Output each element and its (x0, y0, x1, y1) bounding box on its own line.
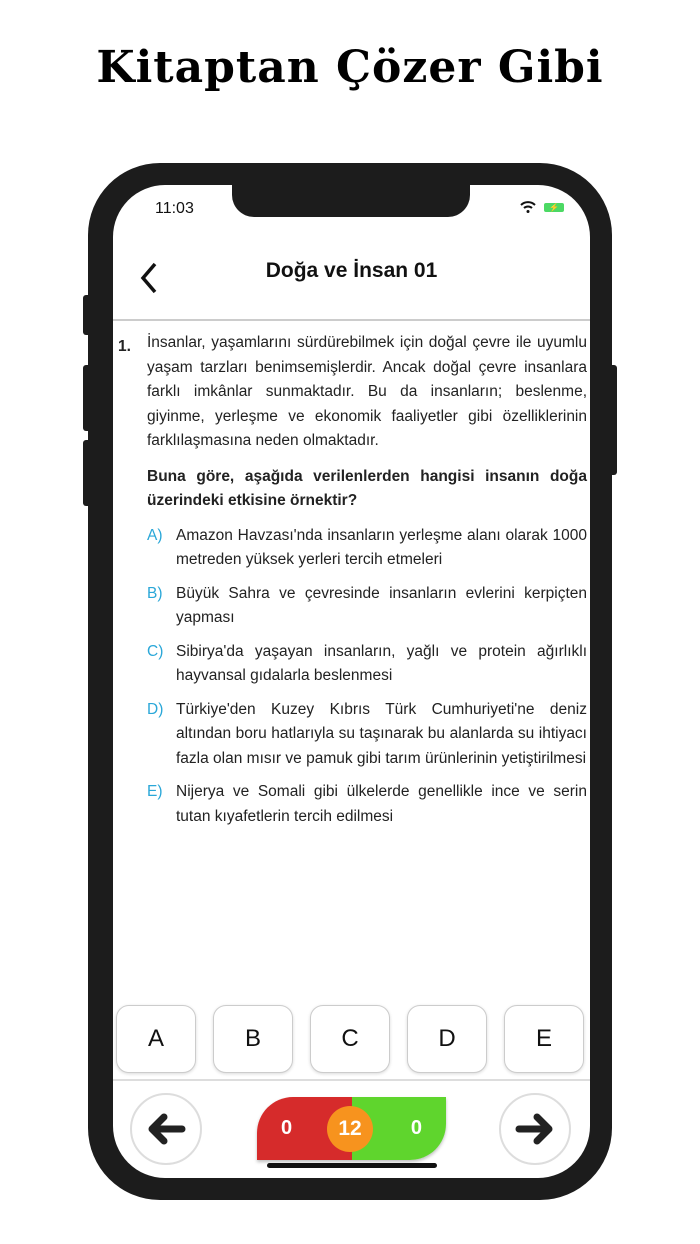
answer-button-d[interactable]: D (407, 1005, 487, 1073)
question-text: İnsanlar, yaşamlarını sürdürebilmek için doğal çevre ile uyumlu yaşam tarzları benimsemişlerdir. Ancak doğal çevre insanlara farklı imkânlar sunmaktadır. Bu da insanların; beslenme, giyinme, yerleşme ve ekonomik faaliyetler gibi özelliklerinin farklılaşmasına neden olmaktadır. (147, 334, 587, 449)
option-letter: E) (147, 783, 163, 800)
wrong-count: 0 (257, 1097, 352, 1160)
answer-button-a[interactable]: A (116, 1005, 196, 1073)
correct-count: 0 (352, 1097, 447, 1160)
option-e (147, 780, 587, 829)
next-question-button[interactable] (499, 1093, 571, 1165)
option-text: Türkiye'den Kuzey Kıbrıs Türk Cumhuriyeti'ne deniz altından boru hatlarıyla su taşınarak bu alanlarda su ihtiyacı fazla olan mısır ve pamuk gibi tarım ürünlerinin yetiştirilmesi (176, 700, 587, 767)
answer-buttons (116, 1005, 584, 1073)
answer-button-b[interactable]: B (213, 1005, 293, 1073)
wifi-icon (520, 201, 536, 213)
option-b (147, 582, 587, 631)
footer-divider (113, 1079, 590, 1081)
promo-headline: Kitaptan Çözer Gibi (96, 42, 604, 93)
option-text: Amazon Havzası'nda insanların yerleşme alanı olarak 1000 metreden yüksek yerleri tercih etmeleri (176, 526, 587, 568)
option-text: Sibirya'da yaşayan insanların, yağlı ve protein ağırlıklı hayvansal gıdalarla beslenmesi (176, 642, 587, 684)
total-question-count: 12 (327, 1106, 373, 1152)
answer-button-c[interactable]: C (310, 1005, 390, 1073)
status-icons (520, 201, 564, 213)
answer-button-e[interactable]: E (504, 1005, 584, 1073)
question-prompt: Buna göre, aşağıda verilenlerden hangisi insanın doğa üzerindeki etkisine örnektir? (147, 467, 587, 509)
option-letter: A) (147, 526, 163, 544)
arrow-right-icon (515, 1112, 555, 1146)
option-letter: B) (147, 584, 163, 602)
battery-charging-icon: ⚡ (544, 203, 564, 212)
option-text: Büyük Sahra ve çevresinde insanların evlerini kerpiçten yapması (176, 584, 587, 626)
option-c (147, 640, 587, 689)
option-letter: C) (147, 642, 164, 660)
notch (232, 185, 470, 217)
arrow-left-icon (146, 1112, 186, 1146)
option-a (147, 524, 587, 573)
previous-question-button[interactable] (130, 1093, 202, 1165)
status-time: 11:03 (155, 200, 194, 217)
option-d (147, 698, 587, 772)
question-block (118, 331, 588, 829)
page-title: Doğa ve İnsan 01 (265, 259, 438, 282)
header-divider (113, 319, 590, 321)
question-number: 1. (118, 338, 131, 355)
home-indicator[interactable] (267, 1163, 437, 1168)
option-letter: D) (147, 700, 164, 718)
app-screen (113, 185, 590, 1178)
option-text: Nijerya ve Somali gibi ülkelerde genellikle ince ve serin tutan kıyafetlerin tercih edilmesi (176, 783, 587, 825)
